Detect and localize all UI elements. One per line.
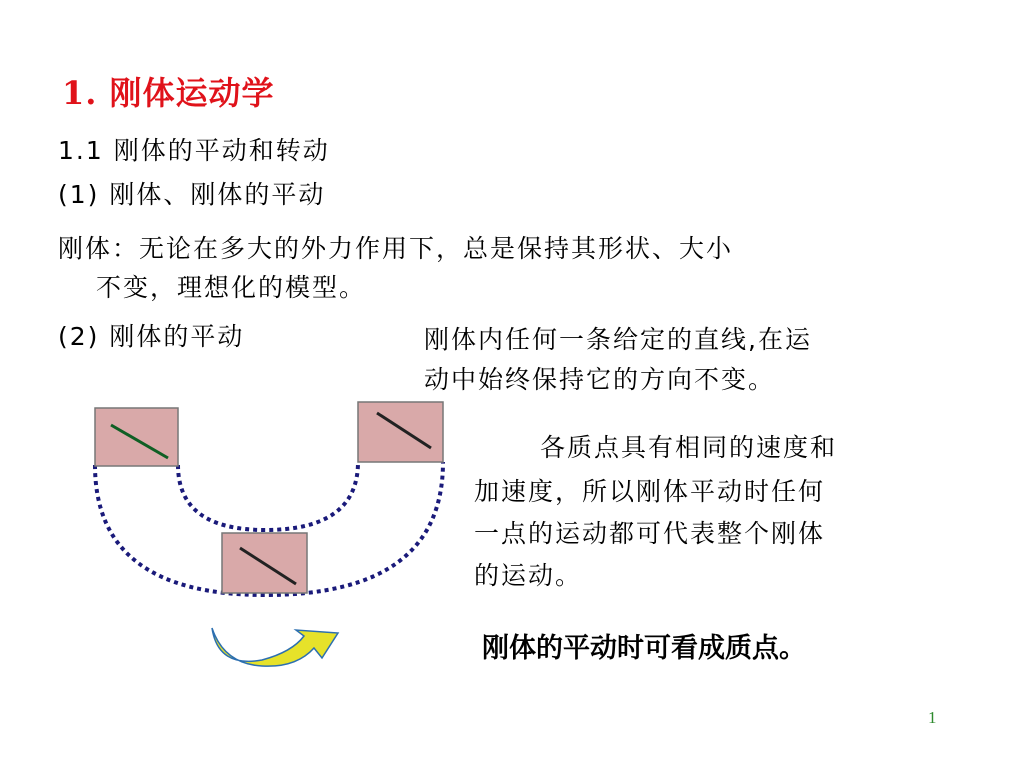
points-description-line-4: 的运动。 <box>474 561 583 590</box>
translation-description-line-2: 动中始终保持它的方向不变。 <box>424 365 776 394</box>
definition-line-2: 不变，理想化的模型。 <box>96 273 367 302</box>
rigid-body-block-right <box>358 402 443 462</box>
translation-description-line-1: 刚体内任何一条给定的直线,在运 <box>424 325 812 354</box>
slide-title: 1. 刚体运动学 <box>62 74 275 112</box>
rigid-body-block-bottom <box>222 533 307 593</box>
curved-arrow-icon <box>212 628 338 666</box>
inner-dotted-path <box>178 462 358 530</box>
points-description-line-2: 加速度，所以刚体平动时任何 <box>474 477 826 506</box>
section-heading: 1.1 刚体的平动和转动 <box>58 136 330 165</box>
subsection-heading-1: (1) 刚体、刚体的平动 <box>58 180 326 209</box>
subsection-heading-2: (2) 刚体的平动 <box>58 322 245 351</box>
points-description-line-1: 各质点具有相同的速度和 <box>540 433 838 462</box>
conclusion-text: 刚体的平动时可看成质点。 <box>482 633 806 663</box>
definition-line-1: 刚体：无论在多大的外力作用下，总是保持其形状、大小 <box>58 234 734 263</box>
rigid-body-block-left <box>95 408 178 466</box>
points-description-line-3: 一点的运动都可代表整个刚体 <box>474 519 826 548</box>
page-number: 1 <box>928 708 937 727</box>
